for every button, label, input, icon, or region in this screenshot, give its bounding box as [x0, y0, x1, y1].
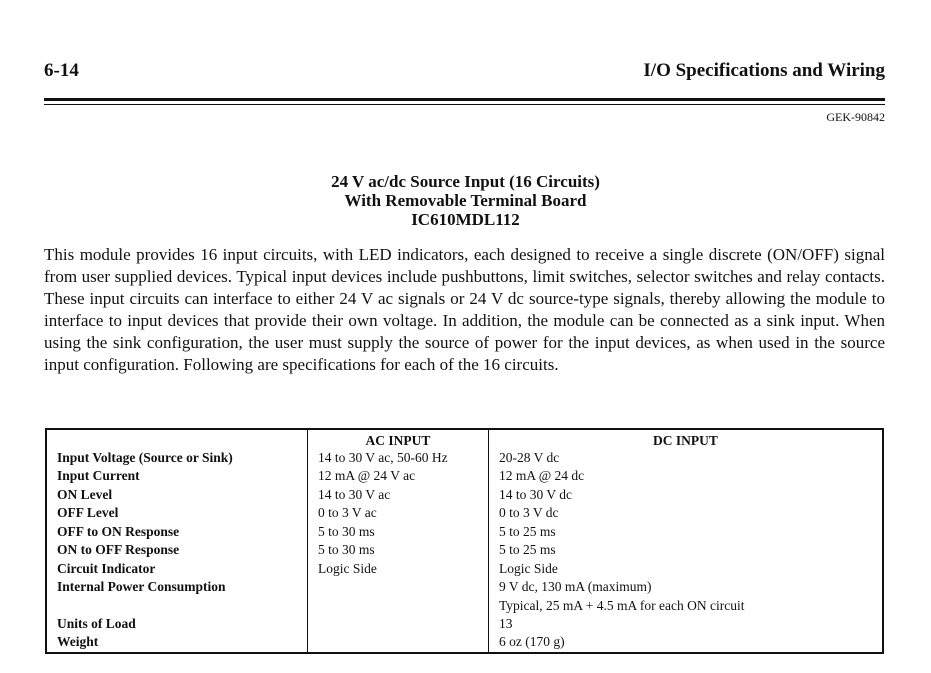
spec-ac-value: 14 to 30 V ac — [308, 486, 489, 504]
table-row — [46, 449, 883, 467]
spec-label: Input Voltage (Source or Sink) — [57, 450, 233, 465]
section-title: I/O Specifications and Wiring — [643, 60, 885, 81]
spec-label: OFF Level — [57, 505, 119, 521]
spec-ac-value — [308, 597, 489, 615]
table-row — [46, 615, 883, 633]
table-row — [46, 578, 883, 596]
spec-ac-value — [308, 633, 489, 653]
table-row — [46, 597, 883, 615]
header-label-column — [46, 429, 308, 449]
spec-label: Units of Load — [57, 615, 136, 631]
table-row — [46, 560, 883, 578]
table-row — [46, 523, 883, 541]
table-row — [46, 467, 883, 485]
spec-ac-value: 14 to 30 V ac, 50-60 Hz — [308, 449, 489, 467]
spec-label: Circuit Indicator — [57, 560, 156, 576]
spec-ac-value: 0 to 3 V ac — [308, 504, 489, 522]
table-row — [46, 504, 883, 522]
spec-dc-value: 14 to 30 V dc — [489, 486, 884, 504]
spec-dc-value: 20-28 V dc — [489, 449, 884, 467]
spec-label: Input Current — [57, 468, 140, 484]
spec-label: Internal Power Consumption — [57, 579, 226, 595]
spec-ac-value — [308, 615, 489, 633]
spec-dc-value: Typical, 25 mA + 4.5 mA for each ON circuit — [489, 597, 884, 615]
header-dc-input: DC INPUT — [489, 429, 884, 449]
page-header — [44, 60, 885, 84]
spec-label: ON Level — [57, 486, 113, 502]
document-number: GEK-90842 — [826, 110, 885, 124]
spec-dc-value: 5 to 25 ms — [489, 523, 884, 541]
spec-dc-value: 12 mA @ 24 dc — [489, 467, 884, 485]
module-title — [0, 172, 931, 229]
spec-label: Weight — [57, 634, 99, 650]
table-row — [46, 486, 883, 504]
header-rule-thin — [44, 104, 885, 105]
spec-ac-value: Logic Side — [308, 560, 489, 578]
spec-dc-value: Logic Side — [489, 560, 884, 578]
spec-dc-value: 6 oz (170 g) — [489, 633, 884, 653]
spec-ac-value: 12 mA @ 24 V ac — [308, 467, 489, 485]
header-rule-thick — [44, 98, 885, 101]
module-description: This module provides 16 input circuits, with LED indicators, each designed to receive a single discrete (ON/OFF) signal from user supplied devices. Typical input devices include pushbuttons, limit switches, selector switches and relay contacts. These input circuits can interface to either 24 V ac signals or 24 V dc source-type signals, thereby allowing the module to interface to input devices that provide their own voltage. In addition, the module can be connected as a sink input. When using the sink configuration, the user must supply the source of power for the input devices, as when used in the source input configuration. Following are specifications for each of the 16 circuits. — [44, 245, 885, 374]
spec-ac-value: 5 to 30 ms — [308, 541, 489, 559]
spec-dc-value: 9 V dc, 130 mA (maximum) — [489, 578, 884, 596]
specifications-rows — [46, 449, 883, 653]
specifications-table — [45, 428, 884, 654]
spec-label: ON to OFF Response — [57, 542, 180, 558]
spec-dc-value: 5 to 25 ms — [489, 541, 884, 559]
module-catalog-number: IC610MDL112 — [411, 210, 520, 229]
spec-ac-value — [308, 578, 489, 596]
spec-dc-value: 0 to 3 V dc — [489, 504, 884, 522]
spec-ac-value: 5 to 30 ms — [308, 523, 489, 541]
table-header-row — [46, 429, 883, 449]
spec-label: OFF to ON Response — [57, 523, 180, 539]
table-row — [46, 541, 883, 559]
spec-label — [46, 597, 308, 615]
header-ac-input: AC INPUT — [308, 429, 489, 449]
spec-dc-value: 13 — [489, 615, 884, 633]
module-title-line-1: 24 V ac/dc Source Input (16 Circuits) — [331, 172, 600, 191]
module-title-line-2: With Removable Terminal Board — [344, 191, 587, 210]
table-row — [46, 633, 883, 653]
page-number: 6-14 — [44, 60, 79, 81]
